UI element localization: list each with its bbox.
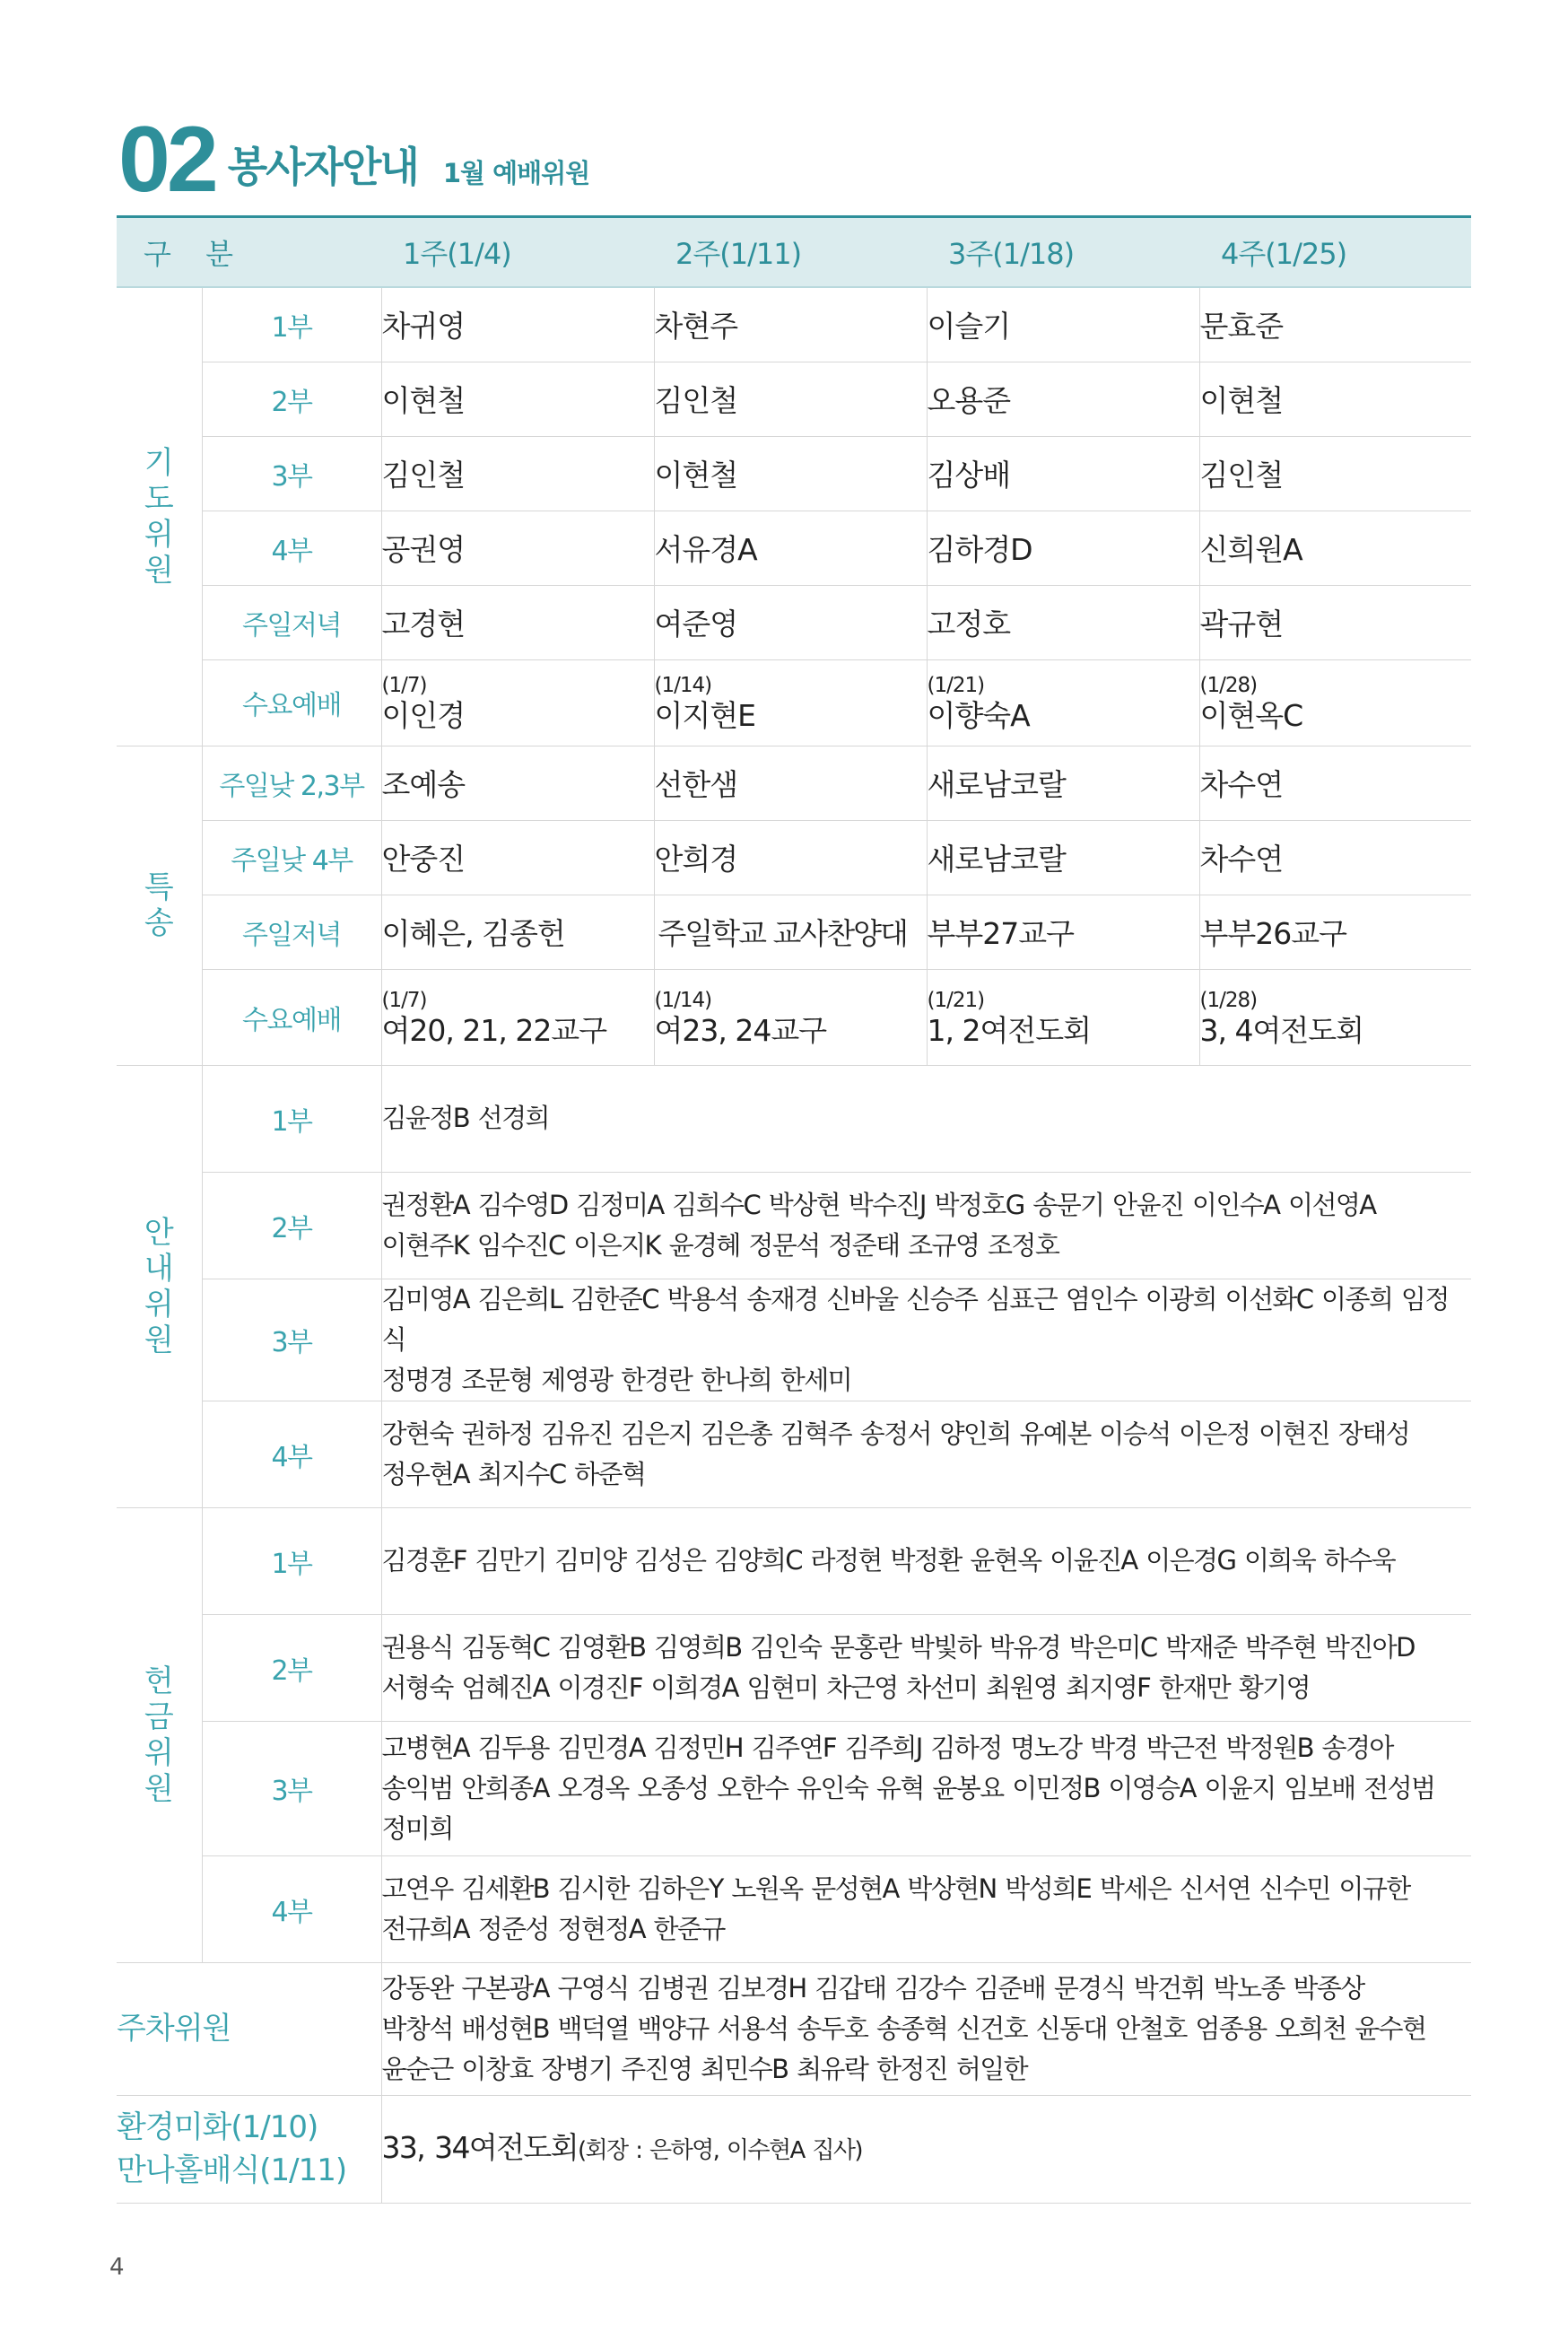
table-cell: 김하경D (927, 511, 1199, 585)
names-line: 고연우 김세환B 김시한 김하은Y 노원옥 문성현A 박상현N 박성희E 박세은 신서연 신수민 이규한 (381, 1873, 1410, 1904)
table-cell: 차수연 (1199, 746, 1471, 820)
table-cell: 이혜은, 김종헌 (381, 895, 654, 969)
cell-name: 여20, 21, 22교구 (381, 1012, 607, 1048)
names-line: 김경훈F 김만기 김미양 김성은 김양희C 라정현 박정환 윤현옥 이윤진A 이은경G 이희욱 하수욱 (381, 1545, 1396, 1576)
table-row (117, 1962, 1471, 2095)
table-cell: 주일학교 교사찬양대 (654, 895, 927, 969)
row-label: 4부 (202, 1855, 381, 1962)
table-cell (381, 969, 654, 1065)
names-line: 서형숙 엄혜진A 이경진F 이희경A 임현미 차근영 차선미 최원영 최지영F 한재만 황기영 (381, 1672, 1310, 1703)
table-cell: 이현철 (1199, 362, 1471, 436)
row-label: 1부 (202, 1507, 381, 1614)
page-number: 4 (109, 2254, 125, 2281)
section-title: 봉사자안내 (227, 143, 418, 191)
table-row (117, 1172, 1471, 1279)
table-row (117, 746, 1471, 820)
table-row (117, 1065, 1471, 1172)
row-label: 1부 (202, 287, 381, 362)
names-cell (381, 1962, 1471, 2095)
names-line: 정명경 조문형 제영광 한경란 한나희 한세미 (381, 1364, 852, 1395)
table-row (117, 436, 1471, 511)
names-cell (381, 1721, 1471, 1855)
table-cell: 고경현 (381, 585, 654, 659)
names-line: 정우현A 최지수C 하준혁 (381, 1458, 646, 1489)
table-cell: 안희경 (654, 820, 927, 895)
row-label: 수요예배 (202, 969, 381, 1065)
table-cell: 안중진 (381, 820, 654, 895)
header-category: 구 분 (117, 217, 381, 288)
cell-name: 이인경 (381, 698, 466, 733)
cell-date: (1/7) (381, 988, 427, 1012)
table-row (117, 1401, 1471, 1507)
cell-date: (1/14) (654, 988, 712, 1012)
table-cell: 새로남코랄 (927, 820, 1199, 895)
names-line: 권정환A 김수영D 김정미A 김희수C 박상현 박수진J 박정호G 송문기 안윤진 이인수A 이선영A (381, 1189, 1376, 1220)
row-label: 3부 (202, 436, 381, 511)
names-cell (381, 1855, 1471, 1962)
header-week-2: 2주(1/11) (654, 217, 927, 288)
row-label: 3부 (202, 1721, 381, 1855)
table-cell: 곽규현 (1199, 585, 1471, 659)
names-cell (381, 1279, 1471, 1401)
group-label-offering: 헌금위원 (117, 1507, 202, 1962)
environment-note: (회장 : 은하영, 이수현A 집사) (577, 2136, 862, 2164)
cell-date: (1/28) (1199, 674, 1258, 697)
row-label: 3부 (202, 1279, 381, 1401)
cell-date: (1/7) (381, 674, 427, 697)
cell-name: 1, 2여전도회 (927, 1012, 1091, 1048)
table-row (117, 1855, 1471, 1962)
row-label-environment (117, 2095, 381, 2203)
cell-date: (1/21) (927, 988, 985, 1012)
names-cell (381, 1401, 1471, 1507)
table-cell (1199, 659, 1471, 746)
table-row (117, 1279, 1471, 1401)
table-cell (927, 969, 1199, 1065)
row-label: 주일저녁 (202, 585, 381, 659)
table-cell: 김인철 (1199, 436, 1471, 511)
table-cell (381, 659, 654, 746)
row-label: 4부 (202, 1401, 381, 1507)
cell-name: 3, 4여전도회 (1199, 1012, 1363, 1048)
names-line: 정미희 (381, 1812, 453, 1844)
row-label: 주일낮 2,3부 (202, 746, 381, 820)
table-cell: 서유경A (654, 511, 927, 585)
table-cell: 신희원A (1199, 511, 1471, 585)
table-row (117, 1614, 1471, 1721)
cell-name: 이현옥C (1199, 698, 1303, 733)
table-cell: 새로남코랄 (927, 746, 1199, 820)
names-line: 김윤정B 선경희 (381, 1103, 549, 1133)
header-week-3: 3주(1/18) (927, 217, 1199, 288)
table-cell (654, 969, 927, 1065)
group-label-prayer: 기도위원 (117, 287, 202, 746)
table-row (117, 2095, 1471, 2203)
table-cell (927, 659, 1199, 746)
names-cell (381, 2095, 1471, 2203)
names-line: 윤순근 이창효 장병기 주진영 최민수B 최유락 한정진 허일한 (381, 2053, 1028, 2084)
table-cell: 이현철 (654, 436, 927, 511)
cell-name: 여23, 24교구 (654, 1012, 827, 1048)
table-cell (1199, 969, 1471, 1065)
table-row (117, 895, 1471, 969)
names-cell (381, 1507, 1471, 1614)
names-line: 고병현A 김두용 김민경A 김정민H 김주연F 김주희J 김하정 명노강 박경 박근전 박정원B 송경아 (381, 1732, 1393, 1763)
table-cell: 차귀영 (381, 287, 654, 362)
header-week-1: 1주(1/4) (381, 217, 654, 288)
table-cell: 부부27교구 (927, 895, 1199, 969)
section-subtitle: 1월 예배위원 (442, 158, 590, 188)
names-line: 송익범 안희종A 오경옥 오종성 오한수 유인숙 유혁 윤봉요 이민정B 이영승A 이윤지 임보배 전성범 (381, 1772, 1435, 1803)
cell-date: (1/14) (654, 674, 712, 697)
names-line: 권용식 김동혁C 김영환B 김영희B 김인숙 문홍란 박빛하 박유경 박은미C 박재준 박주현 박진아D (381, 1631, 1415, 1663)
row-label: 수요예배 (202, 659, 381, 746)
table-cell: 차수연 (1199, 820, 1471, 895)
table-row (117, 659, 1471, 746)
table-cell: 공권영 (381, 511, 654, 585)
cell-name: 이향숙A (927, 698, 1030, 733)
table-header-row (117, 217, 1471, 288)
names-cell (381, 1614, 1471, 1721)
volunteer-schedule-table (117, 215, 1471, 2204)
row-label: 주일저녁 (202, 895, 381, 969)
section-number: 02 (118, 108, 215, 212)
label-line: 만나홀배식(1/11) (117, 2152, 347, 2188)
table-cell: 부부26교구 (1199, 895, 1471, 969)
header-week-4: 4주(1/25) (1199, 217, 1471, 288)
table-cell: 오용준 (927, 362, 1199, 436)
table-row (117, 585, 1471, 659)
table-cell: 선한샘 (654, 746, 927, 820)
names-cell (381, 1065, 1471, 1172)
label-line: 환경미화(1/10) (117, 2109, 318, 2145)
names-line: 강현숙 권하정 김유진 김은지 김은총 김혁주 송정서 양인희 유예본 이승석 이은정 이현진 장태성 (381, 1418, 1410, 1449)
row-label-parking: 주차위원 (117, 1962, 381, 2095)
table-cell: 김인철 (381, 436, 654, 511)
table-cell: 이슬기 (927, 287, 1199, 362)
row-label: 주일낮 4부 (202, 820, 381, 895)
table-row (117, 1721, 1471, 1855)
row-label: 2부 (202, 1172, 381, 1279)
table-cell: 이현철 (381, 362, 654, 436)
table-cell: 차현주 (654, 287, 927, 362)
cell-name: 이지현E (654, 698, 755, 733)
environment-main: 33, 34여전도회 (381, 2129, 578, 2165)
table-row (117, 287, 1471, 362)
row-label: 4부 (202, 511, 381, 585)
row-label: 2부 (202, 1614, 381, 1721)
table-cell: 조예송 (381, 746, 654, 820)
names-line: 전규희A 정준성 정현정A 한준규 (381, 1913, 725, 1944)
table-row (117, 969, 1471, 1065)
table-row (117, 511, 1471, 585)
table-cell (654, 659, 927, 746)
group-label-guide: 안내위원 (117, 1065, 202, 1507)
row-label: 1부 (202, 1065, 381, 1172)
table-cell: 고정호 (927, 585, 1199, 659)
group-label-special: 특송 (117, 746, 202, 1065)
names-line: 김미영A 김은희L 김한준C 박용석 송재경 신바울 신승주 심표근 염인수 이광희 이선화C 이종희 임정식 (381, 1283, 1449, 1355)
table-row (117, 362, 1471, 436)
names-line: 강동완 구본광A 구영식 김병권 김보경H 김갑태 김강수 김준배 문경식 박건휘 박노종 박종상 (381, 1972, 1364, 2004)
table-cell: 김인철 (654, 362, 927, 436)
cell-date: (1/28) (1199, 988, 1258, 1012)
table-cell: 여준영 (654, 585, 927, 659)
cell-date: (1/21) (927, 674, 985, 697)
names-cell (381, 1172, 1471, 1279)
table-row (117, 820, 1471, 895)
names-line: 이현주K 임수진C 이은지K 윤경혜 정문석 정준태 조규영 조정호 (381, 1229, 1059, 1261)
table-cell: 문효준 (1199, 287, 1471, 362)
table-row (117, 1507, 1471, 1614)
names-line: 박창석 배성현B 백덕열 백양규 서용석 송두호 송종혁 신건호 신동대 안철호 엄종용 오희천 윤수현 (381, 2012, 1426, 2044)
section-header (118, 108, 590, 212)
table-cell: 김상배 (927, 436, 1199, 511)
row-label: 2부 (202, 362, 381, 436)
